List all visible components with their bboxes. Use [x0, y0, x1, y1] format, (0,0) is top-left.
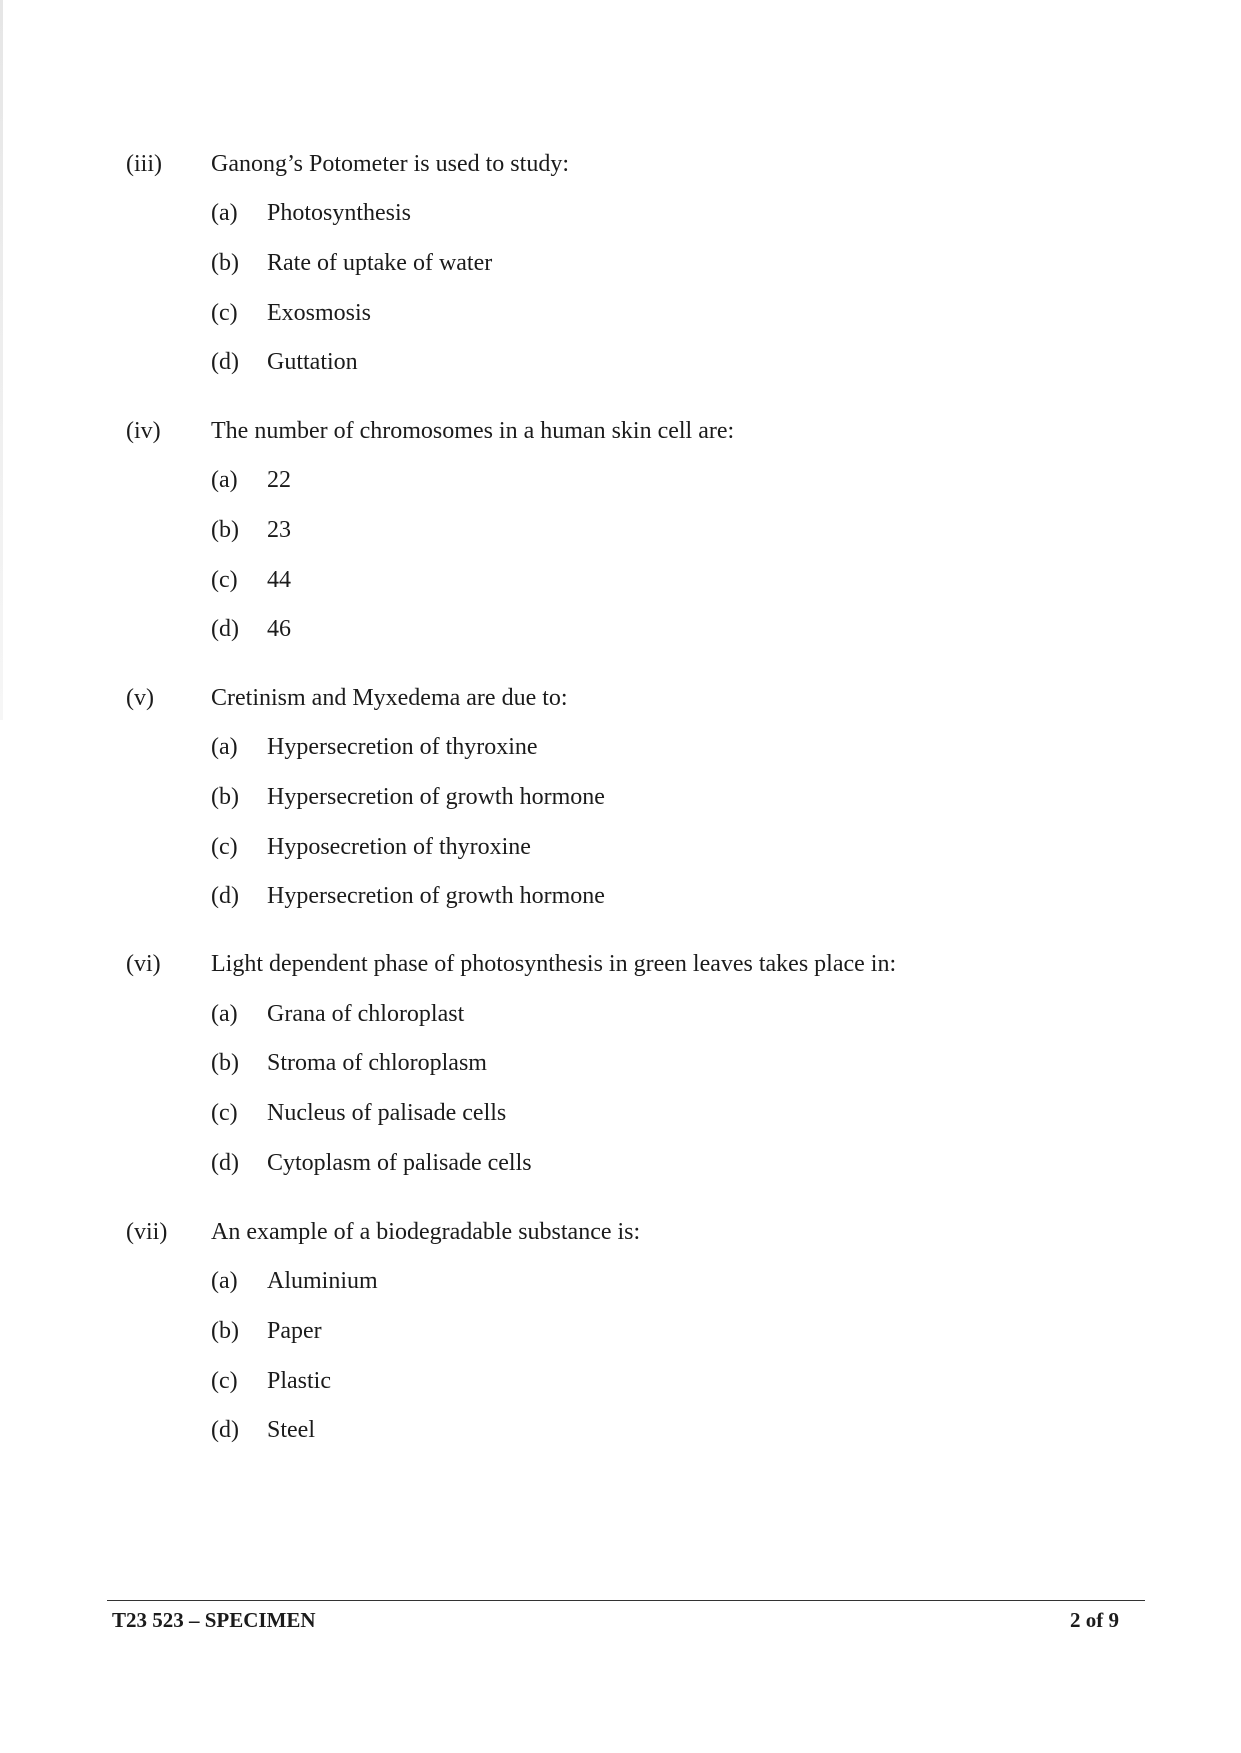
option-label: (d)	[211, 616, 239, 642]
option-label: (c)	[211, 300, 238, 326]
option-text: Stroma of chloroplasm	[267, 1050, 487, 1076]
option-text: Hypersecretion of growth hormone	[267, 784, 605, 810]
option-d	[0, 348, 1241, 376]
option-label: (a)	[211, 1268, 238, 1294]
option-text: Hypersecretion of thyroxine	[267, 734, 538, 760]
option-label: (c)	[211, 834, 238, 860]
option-b	[0, 1049, 1241, 1077]
option-c	[0, 833, 1241, 861]
option-d	[0, 1416, 1241, 1444]
question-text: Light dependent phase of photosynthesis in green leaves takes place in:	[211, 951, 897, 977]
option-label: (b)	[211, 1050, 239, 1076]
option-text: Grana of chloroplast	[267, 1001, 465, 1027]
option-label: (a)	[211, 200, 238, 226]
question-number: (iii)	[126, 151, 162, 177]
option-a	[0, 466, 1241, 494]
option-text: 23	[267, 517, 291, 543]
option-text: Hypersecretion of growth hormone	[267, 883, 605, 909]
question-number: (iv)	[126, 418, 161, 444]
option-label: (a)	[211, 1001, 238, 1027]
option-c	[0, 299, 1241, 327]
question-text: An example of a biodegradable substance is:	[211, 1219, 641, 1245]
option-b	[0, 1317, 1241, 1345]
option-a	[0, 733, 1241, 761]
option-label: (a)	[211, 734, 238, 760]
question-number: (vi)	[126, 951, 161, 977]
option-text: Plastic	[267, 1368, 331, 1394]
question-text: Cretinism and Myxedema are due to:	[211, 685, 568, 711]
question-text: The number of chromosomes in a human skin cell are:	[211, 418, 735, 444]
option-b	[0, 516, 1241, 544]
option-label: (b)	[211, 517, 239, 543]
option-c	[0, 566, 1241, 594]
option-text: Steel	[267, 1417, 315, 1443]
option-label: (d)	[211, 1150, 239, 1176]
question-text: Ganong’s Potometer is used to study:	[211, 151, 569, 177]
option-text: Hyposecretion of thyroxine	[267, 834, 531, 860]
option-text: Paper	[267, 1318, 322, 1344]
option-text: Guttation	[267, 349, 358, 375]
question-number: (v)	[126, 685, 154, 711]
option-label: (d)	[211, 349, 239, 375]
option-text: 46	[267, 616, 291, 642]
option-text: Cytoplasm of palisade cells	[267, 1150, 532, 1176]
option-label: (c)	[211, 1368, 238, 1394]
footer-divider	[107, 1600, 1145, 1601]
option-label: (b)	[211, 250, 239, 276]
option-d	[0, 882, 1241, 910]
option-label: (b)	[211, 1318, 239, 1344]
paper-code: T23 523 – SPECIMEN	[112, 1608, 316, 1632]
option-d	[0, 615, 1241, 643]
option-text: Nucleus of palisade cells	[267, 1100, 507, 1126]
option-a	[0, 1000, 1241, 1028]
option-label: (a)	[211, 467, 238, 493]
option-label: (c)	[211, 1100, 238, 1126]
option-d	[0, 1149, 1241, 1177]
option-text: Aluminium	[267, 1268, 378, 1294]
option-b	[0, 249, 1241, 277]
option-label: (c)	[211, 567, 238, 593]
question-number: (vii)	[126, 1219, 168, 1245]
option-text: 44	[267, 567, 291, 593]
option-a	[0, 1267, 1241, 1295]
option-text: 22	[267, 467, 291, 493]
option-c	[0, 1099, 1241, 1127]
option-a	[0, 199, 1241, 227]
option-text: Photosynthesis	[267, 200, 412, 226]
option-c	[0, 1367, 1241, 1395]
page-number: 2 of 9	[1070, 1608, 1119, 1632]
option-label: (b)	[211, 784, 239, 810]
option-b	[0, 783, 1241, 811]
option-label: (d)	[211, 883, 239, 909]
option-text: Exosmosis	[267, 300, 372, 326]
option-text: Rate of uptake of water	[267, 250, 493, 276]
option-label: (d)	[211, 1417, 239, 1443]
